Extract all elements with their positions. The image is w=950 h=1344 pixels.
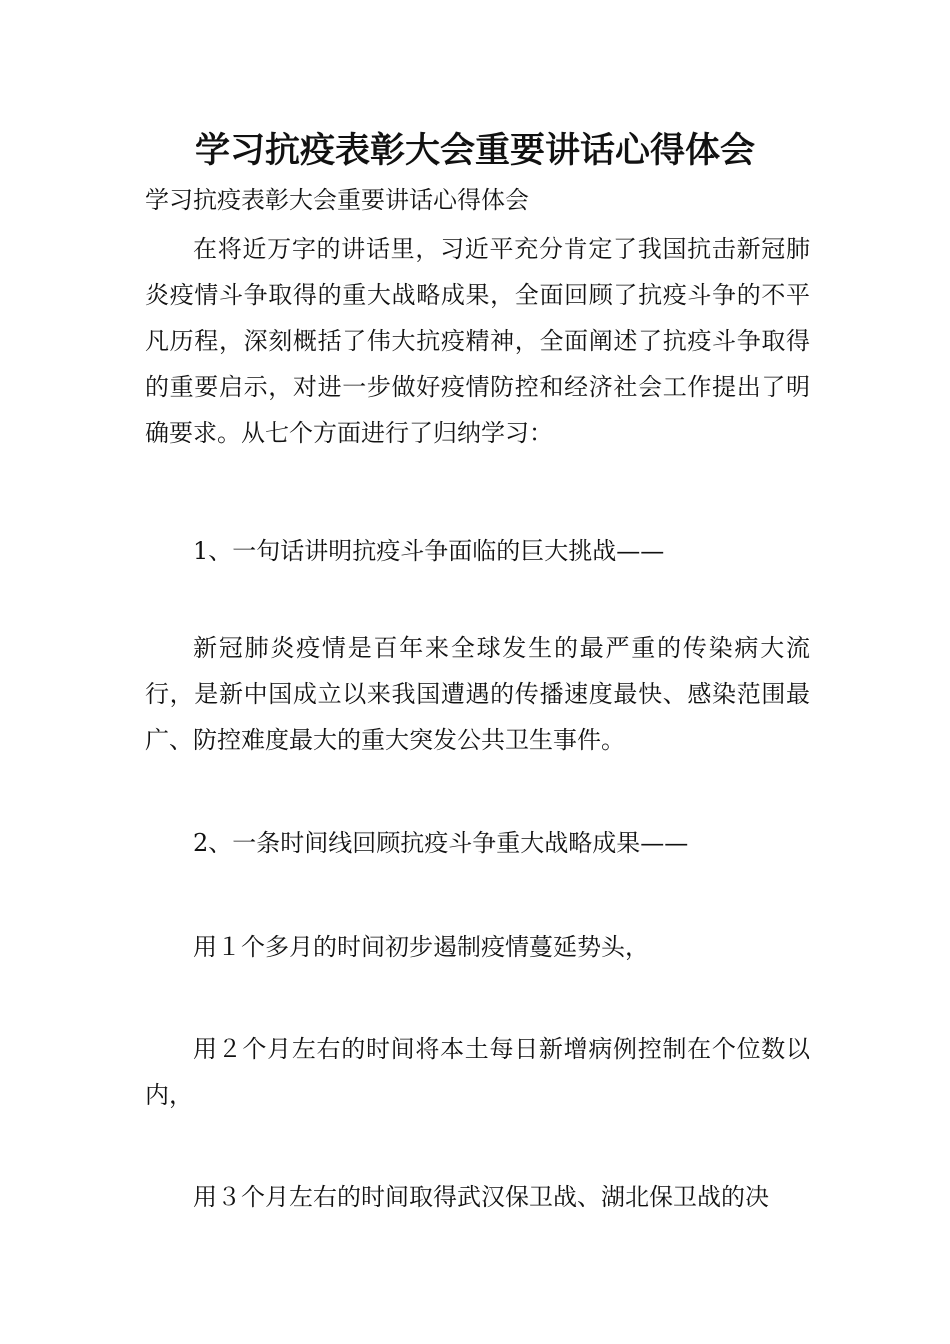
paragraph-intro: 在将近万字的讲话里，习近平充分肯定了我国抗击新冠肺炎疫情斗争取得的重大战略成果，全面回顾了抗疫斗争的不平凡历程，深刻概括了伟大抗疫精神，全面阐述了抗疫斗争取得的重要启示，对进一步做好疫情防控和经济社会工作提出了明确要求。从七个方面进行了归纳学习： (145, 235, 810, 447)
paragraph-timeline-1: 用１个多月的时间初步遏制疫情蔓延势头， (193, 933, 649, 961)
paragraph-timeline-2: 用２个月左右的时间将本土每日新增病例控制在个位数以内， (145, 1035, 810, 1109)
document-title: 学习抗疫表彰大会重要讲话心得体会 (194, 131, 755, 171)
document-subtitle: 学习抗疫表彰大会重要讲话心得体会 (145, 186, 529, 214)
paragraph-timeline-3: 用３个月左右的时间取得武汉保卫战、湖北保卫战的决 (193, 1183, 769, 1211)
section-heading-1: 1、一句话讲明抗疫斗争面临的巨大挑战—— (193, 537, 665, 565)
section-heading-2: 2、一条时间线回顾抗疫斗争重大战略成果—— (193, 829, 689, 857)
paragraph-challenge: 新冠肺炎疫情是百年来全球发生的最严重的传染病大流行，是新中国成立以来我国遭遇的传播速度最快、感染范围最广、防控难度最大的重大突发公共卫生事件。 (145, 634, 810, 754)
